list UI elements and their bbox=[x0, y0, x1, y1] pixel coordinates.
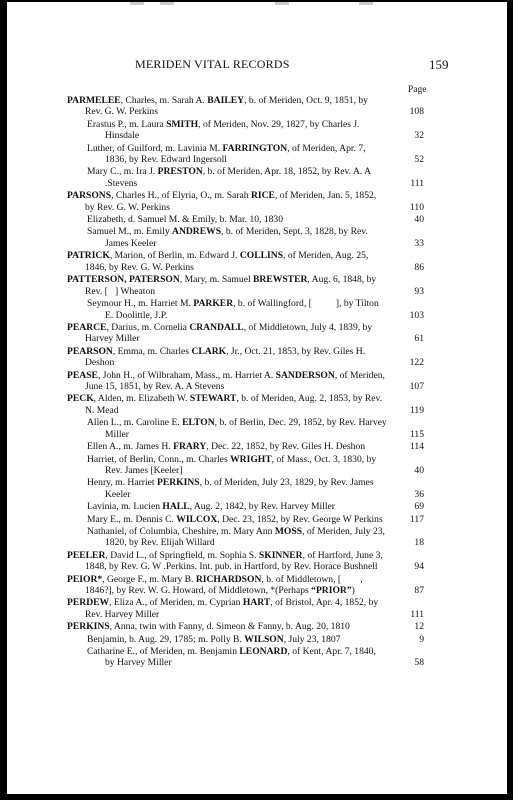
page-number: 159 bbox=[429, 57, 449, 72]
record-entry-text: Elizabeth, d. Samuel M. & Emily, b. Mar. 10, 1830 bbox=[87, 214, 284, 226]
scan-edge-mark bbox=[160, 2, 174, 5]
record-entry bbox=[7, 250, 507, 273]
record-entry-text: Erastus P., m. Laura SMITH, of Meriden, Nov. 29, 1827, by Charles J. Hinsdale bbox=[87, 118, 360, 142]
record-entry-page: 9 bbox=[419, 633, 424, 645]
record-entry-text: Nathaniel, of Columbia, Cheshire, m. Mary Ann MOSS, of Meriden, July 23, 1820, by Rev. Elijah Willard bbox=[87, 526, 385, 549]
record-entry-page: 115 bbox=[409, 428, 424, 440]
record-entry-text: PECK, Alden, m. Elizabeth W. STEWART, b. of Meriden, Aug. 2, 1853, by Rev. N. Mead bbox=[67, 393, 383, 416]
record-entry-text: Allen L., m. Caroline E. ELTON, b. of Berlin, Dec. 29, 1852, by Rev. Harvey Miller bbox=[87, 417, 387, 440]
record-entry-page: 111 bbox=[410, 608, 424, 620]
record-entry bbox=[7, 501, 507, 512]
record-entry bbox=[7, 417, 507, 440]
record-entry-page: 103 bbox=[409, 309, 424, 321]
record-entry bbox=[7, 226, 507, 249]
record-entry bbox=[7, 454, 507, 477]
record-entry-page: 36 bbox=[414, 488, 424, 500]
record-entry-page: 87 bbox=[414, 585, 424, 597]
record-entry-page: 107 bbox=[409, 380, 424, 392]
record-entry-page: 117 bbox=[409, 513, 424, 525]
record-entry-page: 119 bbox=[409, 404, 424, 416]
record-entry-text: Luther, of Guilford, m. Lavinia M. FARRINGTON, of Meriden, Apr. 7, 1836, by Rev. Edward Ingersoll bbox=[87, 142, 366, 166]
record-entry-text: Henry, m. Harriet PERKINS, b. of Meriden, July 23, 1829, by Rev. James Keeler bbox=[87, 477, 374, 500]
record-entry-text: Samuel M., m. Emily ANDREWS, b. of Meriden, Sept. 3, 1828, by Rev. James Keeler bbox=[87, 226, 368, 249]
record-entry bbox=[7, 214, 507, 225]
record-entry-text: Catharine E., of Meriden, m. Benjamin LEONARD, of Kent, Apr. 7, 1840, by Harvey Miller bbox=[87, 646, 376, 669]
page-column-label: Page bbox=[408, 85, 427, 95]
record-entry-page: 69 bbox=[414, 501, 424, 513]
record-entry bbox=[7, 346, 507, 369]
record-entry bbox=[7, 298, 507, 321]
record-entry-page: 110 bbox=[409, 201, 424, 213]
record-entry-text: PARSONS, Charles H., of Elyria, O., m. Sarah RICE, of Meriden, Jan. 5, 1852, by Rev. G. W. Perkins bbox=[67, 190, 377, 213]
record-entry bbox=[7, 634, 507, 645]
record-entry-page: 114 bbox=[409, 440, 424, 452]
record-entry bbox=[7, 477, 507, 500]
record-entry bbox=[7, 190, 507, 213]
record-entry-text: PATRICK, Marion, of Berlin, m. Edward J. COLLINS, of Meriden, Aug. 25, 1846, by Rev. G. W. Perkins bbox=[67, 250, 369, 273]
record-entry bbox=[7, 597, 507, 620]
record-entry-text: PERKINS, Anna, twin with Fanny, d. Simeon & Fanny, b. Aug. 20, 1810 bbox=[67, 621, 350, 633]
record-entry-page: 58 bbox=[414, 657, 424, 669]
record-entry-page: 12 bbox=[414, 621, 424, 633]
record-entry bbox=[7, 441, 507, 452]
record-entry-page: 18 bbox=[414, 537, 424, 549]
record-entry-text: PEIOR*, George F., m. Mary B. RICHARDSON, b. of Middletown, [ , 1846?], by Rev. W. G. Howard, of Middletown, *(Perhaps “PRIOR”) bbox=[67, 573, 363, 597]
record-entry-text: PEELER, David L., of Springfield, m. Sophia S. SKINNER, of Hartford, June 3, 1848, by Rev. G. W .Perkins. Int. pub. in Hartford, by Rev. Horace Bushnell bbox=[67, 549, 383, 573]
record-entry-page: 86 bbox=[414, 261, 424, 273]
record-entry-text: Harriet, of Berlin, Conn., m. Charles WRIGHT, of Mass., Oct. 3, 1830, by Rev. James [Keeler] bbox=[87, 453, 377, 476]
record-entry bbox=[7, 274, 507, 297]
record-entry-text: PEARCE, Darius, m. Cornelia CRANDALL, of Middletown, July 4, 1839, by Harvey Miller bbox=[67, 321, 373, 345]
record-entry bbox=[7, 166, 507, 189]
record-entry bbox=[7, 95, 507, 118]
scan-edge-marks bbox=[7, 2, 507, 8]
record-entry-page: 93 bbox=[414, 285, 424, 297]
record-entry-page: 122 bbox=[409, 357, 424, 369]
record-entry-page: 33 bbox=[414, 237, 424, 249]
record-entry bbox=[7, 646, 507, 669]
record-entry bbox=[7, 621, 507, 632]
record-entry bbox=[7, 119, 507, 142]
record-entry-page: 40 bbox=[414, 214, 424, 226]
record-entry bbox=[7, 143, 507, 166]
record-entry-text: Seymour H., m. Harriet M. PARKER, b. of Wallingford, [ ], by Tilton E. Doolittle, J.P. bbox=[87, 298, 379, 321]
document-page bbox=[7, 2, 507, 794]
scan-edge-mark bbox=[275, 2, 289, 5]
record-entry-text: PERDEW, Eliza A., of Meriden, m. Cyprian HART, of Bristol, Apr. 4, 1852, by Rev. Harvey Miller bbox=[67, 597, 379, 620]
record-entry-text: PATTERSON, PATERSON, Mary, m. Samuel BREWSTER, Aug. 6, 1848, by Rev. [ ] Wheaton bbox=[67, 274, 377, 297]
record-entry-text: PARMELEE, Charles, m. Sarah A. BAILEY, b. of Meriden, Oct. 9, 1851, by Rev. G. W. Perkins bbox=[67, 95, 368, 118]
record-entry-page: 61 bbox=[414, 333, 424, 345]
record-entry bbox=[7, 514, 507, 525]
record-entry bbox=[7, 322, 507, 345]
record-entry-page: 40 bbox=[414, 464, 424, 476]
record-entry-text: Mary C., m. Ira J. PRESTON, b. of Meriden, Apr. 18, 1852, by Rev. A. A .Stevens bbox=[87, 166, 371, 189]
record-entry-text: Benjamin, b. Aug. 29, 1785; m. Polly B. WILSON, July 23, 1807 bbox=[87, 633, 341, 645]
record-entry-page: 52 bbox=[414, 154, 424, 166]
scan-edge-mark bbox=[130, 2, 144, 5]
record-entry-text: PEASE, John H., of Wilbraham, Mass., m. Harriet A. SANDERSON, of Meriden, June 15, 1851, by Rev. A. A Stevens bbox=[67, 369, 385, 392]
record-entry bbox=[7, 550, 507, 573]
record-entry bbox=[7, 370, 507, 393]
record-entry-text: PEARSON, Emma, m. Charles CLARK, Jr., Oct. 21, 1853, by Rev. Giles H. Deshon bbox=[67, 345, 366, 369]
record-entry-page: 94 bbox=[414, 561, 424, 573]
record-entry-page: 32 bbox=[414, 130, 424, 142]
record-entry bbox=[7, 574, 507, 597]
running-title: MERIDEN VITAL RECORDS bbox=[135, 57, 290, 71]
record-entry-page: 111 bbox=[410, 177, 424, 189]
record-entries bbox=[7, 94, 507, 669]
record-entry bbox=[7, 393, 507, 416]
scan-edge-mark bbox=[359, 2, 373, 5]
record-entry-text: Mary E., m. Dennis C. WILCOX, Dec. 23, 1852, by Rev. George W Perkins bbox=[87, 513, 383, 525]
record-entry-text: Ellen A., m. James H. FRARY, Dec. 22, 1852, by Rev. Giles H. Deshon bbox=[87, 440, 366, 452]
record-entry-text: Lavinia, m. Lucien HALL, Aug. 2, 1842, by Rev. Harvey Miller bbox=[87, 501, 336, 513]
record-entry bbox=[7, 526, 507, 549]
record-entry-page: 108 bbox=[409, 106, 424, 118]
